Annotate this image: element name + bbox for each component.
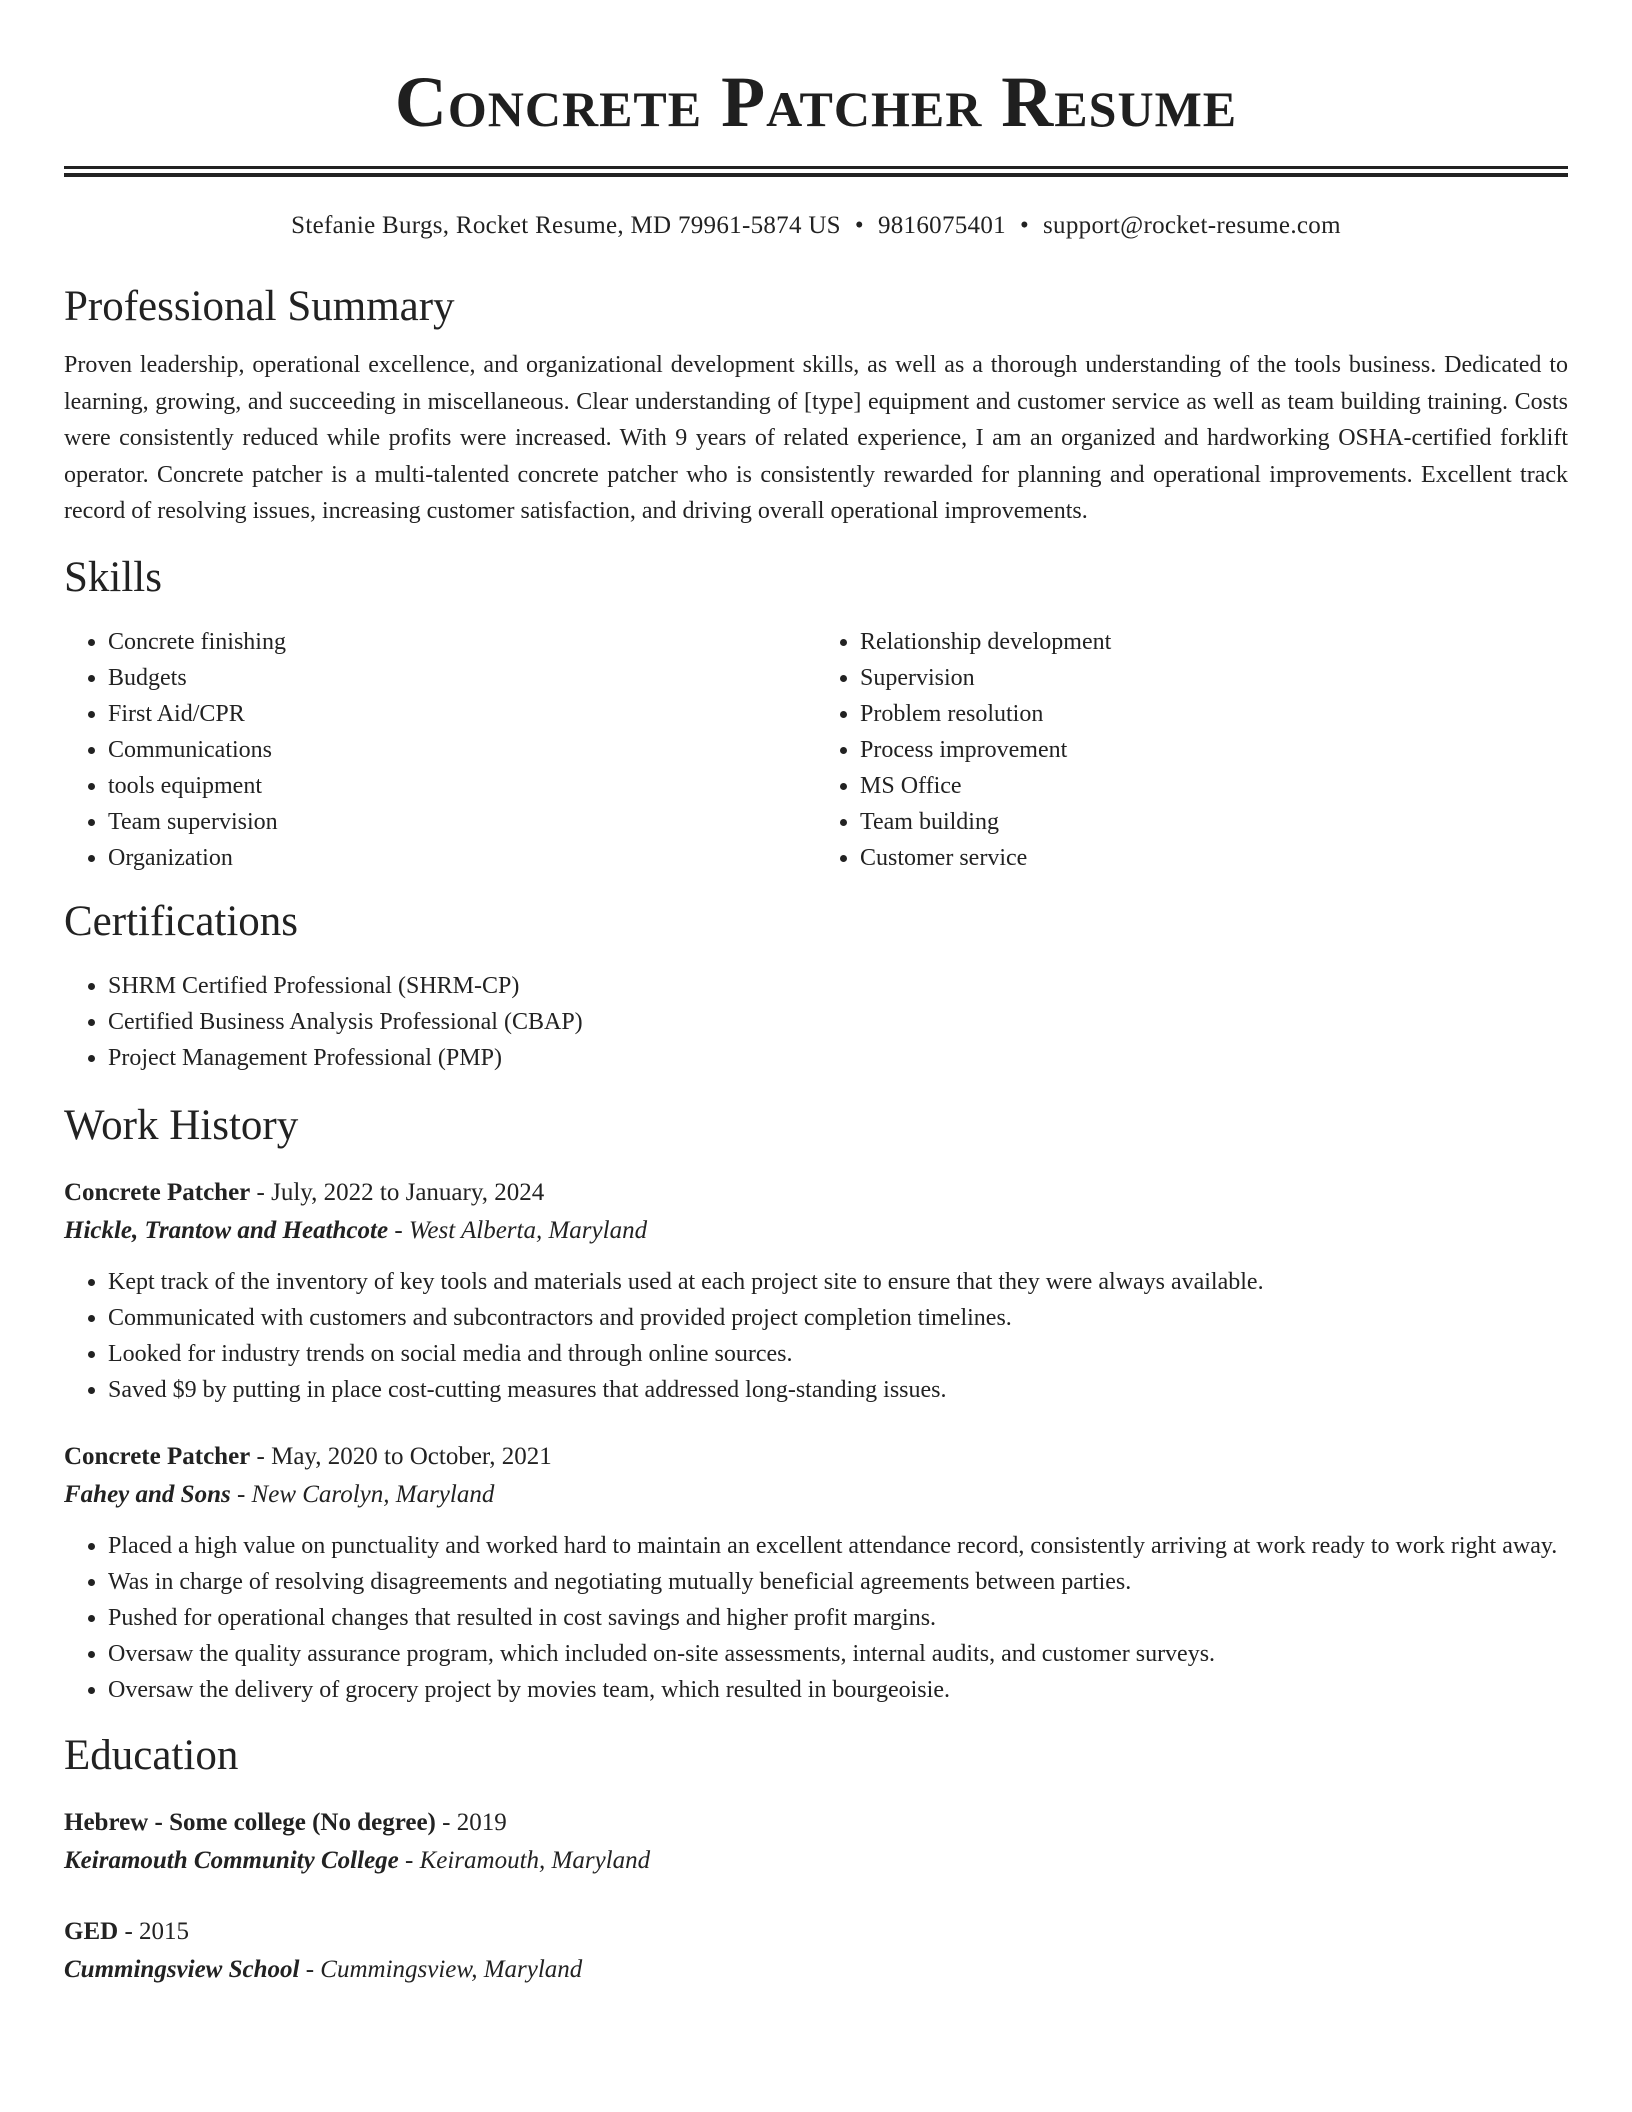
skill-item: • Problem resolution <box>860 696 1568 732</box>
skill-item: • Process improvement <box>860 732 1568 768</box>
contact-address: Stefanie Burgs, Rocket Resume, MD 79961-5874 US <box>291 212 841 239</box>
job-title: Concrete Patcher <box>64 1442 251 1470</box>
education-year: - 2019 <box>435 1808 507 1836</box>
job-bullet: • Placed a high value on punctuality and worked hard to maintain an excellent attendance record, consistently arriving at work ready to work right away. <box>108 1528 1568 1564</box>
skills-columns <box>64 624 1568 876</box>
job-title: Concrete Patcher <box>64 1178 251 1206</box>
skill-item: • Budgets <box>108 660 816 696</box>
job-location: - West Alberta, Maryland <box>388 1216 648 1244</box>
job-bullet: • Oversaw the delivery of grocery project by movies team, which resulted in bourgeoisie. <box>108 1672 1568 1708</box>
job-header <box>64 1174 1568 1212</box>
skill-item: • tools equipment <box>108 768 816 804</box>
job-employer <box>64 1212 1568 1250</box>
summary-text: Proven leadership, operational excellence, and organizational development skills, as well as a thorough understanding of the tools business. Dedicated to learning, growing, and succeeding in miscellaneous. Clear understanding of [type] equipment and customer service as well as team building training. Costs were consistently reduced while profits were increased. With 9 years of related experience, I am an organized and hardworking OSHA-certified forklift operator. Concrete patcher is a multi-talented concrete patcher who is consistently rewarded for planning and operational improvements. Excellent track record of resolving issues, increasing customer satisfaction, and driving overall operational improvements. <box>64 352 1568 524</box>
job-dates: - July, 2022 to January, 2024 <box>250 1178 545 1206</box>
education-location: - Cummingsview, Maryland <box>299 1955 583 1983</box>
title-double-rule <box>64 166 1568 177</box>
skill-item: • First Aid/CPR <box>108 696 816 732</box>
job-header <box>64 1438 1568 1476</box>
job-bullet: • Communicated with customers and subcontractors and provided project completion timelines. <box>108 1300 1568 1336</box>
skill-item: • Organization <box>108 840 816 876</box>
skills-left-list <box>64 624 816 876</box>
education-year: - 2015 <box>118 1917 190 1945</box>
education-header <box>64 1804 1568 1842</box>
job-company: Fahey and Sons <box>64 1480 231 1508</box>
certifications-heading: Certifications <box>64 897 299 945</box>
education-school-line <box>64 1842 1568 1880</box>
job-bullet: • Looked for industry trends on social media and through online sources. <box>108 1336 1568 1372</box>
contact-line <box>64 211 1568 241</box>
education-degree: GED <box>64 1917 119 1945</box>
certification-item: • Project Management Professional (PMP) <box>108 1040 1568 1076</box>
certification-item: • Certified Business Analysis Professional (CBAP) <box>108 1004 1568 1040</box>
skills-heading: Skills <box>64 553 162 601</box>
job-bullet: • Pushed for operational changes that resulted in cost savings and higher profit margins. <box>108 1600 1568 1636</box>
education-degree: Hebrew - Some college (No degree) <box>64 1808 436 1836</box>
education-location: - Keiramouth, Maryland <box>398 1846 651 1874</box>
education-school-line <box>64 1951 1568 1989</box>
skill-item: • MS Office <box>860 768 1568 804</box>
education-entry <box>64 1913 1568 1989</box>
resume-title: Concrete Patcher Resume <box>394 62 1238 142</box>
job-location: - New Carolyn, Maryland <box>230 1480 495 1508</box>
work-history-heading: Work History <box>64 1101 299 1149</box>
job-entry <box>64 1174 1568 1408</box>
certifications-list <box>64 968 1568 1076</box>
job-bullets <box>64 1528 1568 1708</box>
job-bullets <box>64 1264 1568 1408</box>
skill-item: • Concrete finishing <box>108 624 816 660</box>
education-entry <box>64 1804 1568 1880</box>
job-bullet: • Saved $9 by putting in place cost-cutting measures that addressed long-standing issues. <box>108 1372 1568 1408</box>
skill-item: • Customer service <box>860 840 1568 876</box>
skills-right-list <box>816 624 1568 876</box>
job-bullet: • Kept track of the inventory of key tools and materials used at each project site to ensure that they were always available. <box>108 1264 1568 1300</box>
contact-email: support@rocket-resume.com <box>1043 212 1341 239</box>
skill-item: • Supervision <box>860 660 1568 696</box>
education-heading: Education <box>64 1731 239 1779</box>
contact-separator: • <box>854 212 864 239</box>
education-school: Keiramouth Community College <box>64 1846 399 1874</box>
certification-item: • SHRM Certified Professional (SHRM-CP) <box>108 968 1568 1004</box>
summary-heading: Professional Summary <box>64 283 455 330</box>
skill-item: • Team supervision <box>108 804 816 840</box>
job-company: Hickle, Trantow and Heathcote <box>64 1216 389 1244</box>
job-dates: - May, 2020 to October, 2021 <box>250 1442 552 1470</box>
skill-item: • Relationship development <box>860 624 1568 660</box>
job-bullet: • Was in charge of resolving disagreements and negotiating mutually beneficial agreements between parties. <box>108 1564 1568 1600</box>
job-bullet: • Oversaw the quality assurance program, which included on-site assessments, internal audits, and customer surveys. <box>108 1636 1568 1672</box>
skill-item: • Team building <box>860 804 1568 840</box>
job-employer <box>64 1476 1568 1514</box>
education-header <box>64 1913 1568 1951</box>
education-school: Cummingsview School <box>64 1955 300 1983</box>
job-entry <box>64 1438 1568 1708</box>
contact-separator: • <box>1019 212 1030 239</box>
contact-phone: 9816075401 <box>877 212 1006 239</box>
skill-item: • Communications <box>108 732 816 768</box>
